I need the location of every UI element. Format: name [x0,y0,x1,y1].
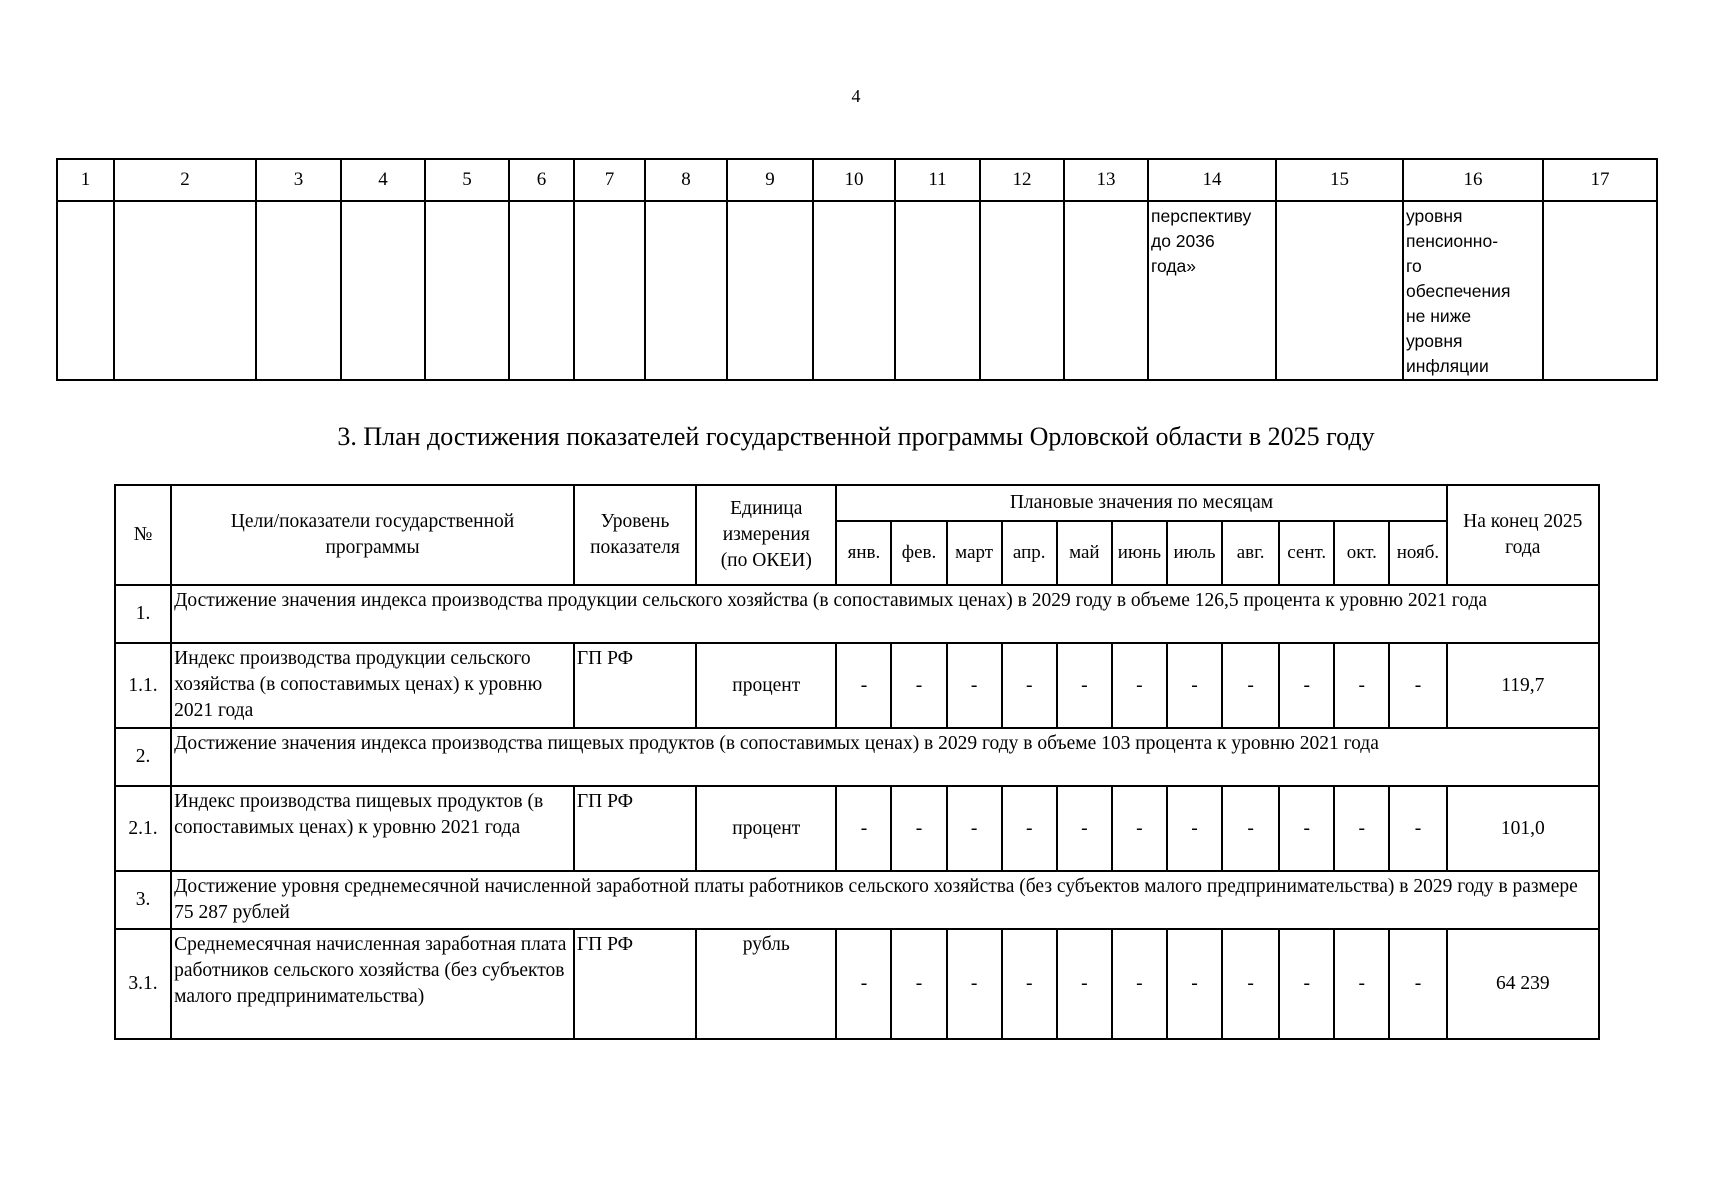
month-value: - [1222,643,1279,728]
page-number: 4 [851,86,861,106]
continuation-cell [425,201,509,380]
column-number-cell: 4 [341,159,425,201]
continuation-cell: перспективу до 2036 года» [1148,201,1276,380]
month-value: - [1389,929,1446,1039]
row-number: 2. [115,728,171,786]
indicator-name: Индекс производства продукции сельского хозяйства (в сопоставимых ценах) к уровню 2021 года [171,643,574,728]
header-month: янв. [836,521,891,585]
continuation-cell [895,201,980,380]
header-month: окт. [1334,521,1389,585]
header-month: нояб. [1389,521,1446,585]
month-value: - [1057,786,1112,871]
month-value: - [836,929,891,1039]
continuation-cell [57,201,114,380]
column-number-cell: 7 [574,159,645,201]
continuation-header-row [57,159,1657,201]
goal-text: Достижение значения индекса производства пищевых продуктов (в сопоставимых ценах) в 2029 году в объеме 103 процента к уровню 2021 года [171,728,1599,786]
month-value: - [1167,643,1222,728]
final-value: 119,7 [1447,643,1599,728]
continuation-table [56,158,1658,381]
month-value: - [1057,929,1112,1039]
column-number-cell: 13 [1064,159,1148,201]
final-value: 64 239 [1447,929,1599,1039]
plan-table [114,484,1600,1040]
month-value: - [836,786,891,871]
indicator-unit: рубль [696,929,836,1039]
month-value: - [1112,929,1167,1039]
month-value: - [1002,786,1057,871]
section-title: 3. План достижения показателей государственной программы Орловской области в 2025 году [337,422,1375,451]
header-num: № [115,485,171,585]
column-number-cell: 14 [1148,159,1276,201]
month-value: - [1389,643,1446,728]
header-final: На конец 2025 года [1447,485,1599,585]
month-value: - [1002,643,1057,728]
continuation-cell [256,201,341,380]
month-value: - [891,786,946,871]
row-number: 2.1. [115,786,171,871]
column-number-cell: 11 [895,159,980,201]
goal-row [115,728,1599,786]
column-number-cell: 10 [813,159,895,201]
column-number-cell: 1 [57,159,114,201]
month-value: - [891,643,946,728]
indicator-unit: процент [696,786,836,871]
header-month: май [1057,521,1112,585]
month-value: - [1334,643,1389,728]
column-number-cell: 15 [1276,159,1403,201]
final-value: 101,0 [1447,786,1599,871]
header-unit: Единица измерения (по ОКЕИ) [696,485,836,585]
row-number: 3.1. [115,929,171,1039]
header-month: июль [1167,521,1222,585]
continuation-cell [509,201,574,380]
column-number-cell: 6 [509,159,574,201]
goal-row [115,871,1599,929]
continuation-cell [813,201,895,380]
month-value: - [1279,643,1334,728]
column-number-cell: 9 [727,159,813,201]
continuation-cell [645,201,727,380]
goal-text: Достижение значения индекса производства продукции сельского хозяйства (в сопоставимых ценах) в 2029 году в объеме 126,5 процента к уровню 2021 года [171,585,1599,643]
month-value: - [1167,786,1222,871]
column-number-cell: 3 [256,159,341,201]
column-number-cell: 12 [980,159,1064,201]
month-value: - [836,643,891,728]
header-month: авг. [1222,521,1279,585]
month-value: - [1112,786,1167,871]
month-value: - [1002,929,1057,1039]
indicator-level: ГП РФ [574,643,696,728]
month-value: - [1279,786,1334,871]
month-value: - [947,786,1002,871]
month-value: - [947,643,1002,728]
month-value: - [1167,929,1222,1039]
indicator-name: Индекс производства пищевых продуктов (в сопоставимых ценах) к уровню 2021 года [171,786,574,871]
goal-row [115,585,1599,643]
continuation-cell [727,201,813,380]
header-month: апр. [1002,521,1057,585]
month-value: - [1112,643,1167,728]
continuation-cell [574,201,645,380]
continuation-cell: уровня пенсионно- го обеспечения не ниже уровня инфляции [1403,201,1543,380]
indicator-row [115,929,1599,1039]
continuation-cell [1276,201,1403,380]
column-number-cell: 16 [1403,159,1543,201]
column-number-cell: 17 [1543,159,1657,201]
header-goal: Цели/показатели государственной программы [171,485,574,585]
indicator-level: ГП РФ [574,929,696,1039]
month-value: - [1334,929,1389,1039]
indicator-row [115,643,1599,728]
continuation-cell [341,201,425,380]
goal-text: Достижение уровня среднемесячной начисленной заработной платы работников сельского хозяйства (без субъектов малого предпринимательства) в 2029 году в размере 75 287 рублей [171,871,1599,929]
header-month: июнь [1112,521,1167,585]
continuation-cell [114,201,256,380]
month-value: - [1334,786,1389,871]
continuation-body-row [57,201,1657,380]
month-value: - [1057,643,1112,728]
column-number-cell: 2 [114,159,256,201]
month-value: - [1389,786,1446,871]
header-month: фев. [891,521,946,585]
month-value: - [1279,929,1334,1039]
continuation-cell [1543,201,1657,380]
month-value: - [891,929,946,1039]
month-value: - [1222,786,1279,871]
month-value: - [1222,929,1279,1039]
column-number-cell: 8 [645,159,727,201]
month-value: - [947,929,1002,1039]
row-number: 1.1. [115,643,171,728]
row-number: 1. [115,585,171,643]
row-number: 3. [115,871,171,929]
indicator-name: Среднемесячная начисленная заработная плата работников сельского хозяйства (без субъектов малого предпринимательства) [171,929,574,1039]
header-month: сент. [1279,521,1334,585]
column-number-cell: 5 [425,159,509,201]
continuation-cell [980,201,1064,380]
indicator-row [115,786,1599,871]
header-month: март [947,521,1002,585]
continuation-cell [1064,201,1148,380]
indicator-unit: процент [696,643,836,728]
indicator-level: ГП РФ [574,786,696,871]
header-level: Уровень показателя [574,485,696,585]
header-monthly: Плановые значения по месяцам [836,485,1446,521]
